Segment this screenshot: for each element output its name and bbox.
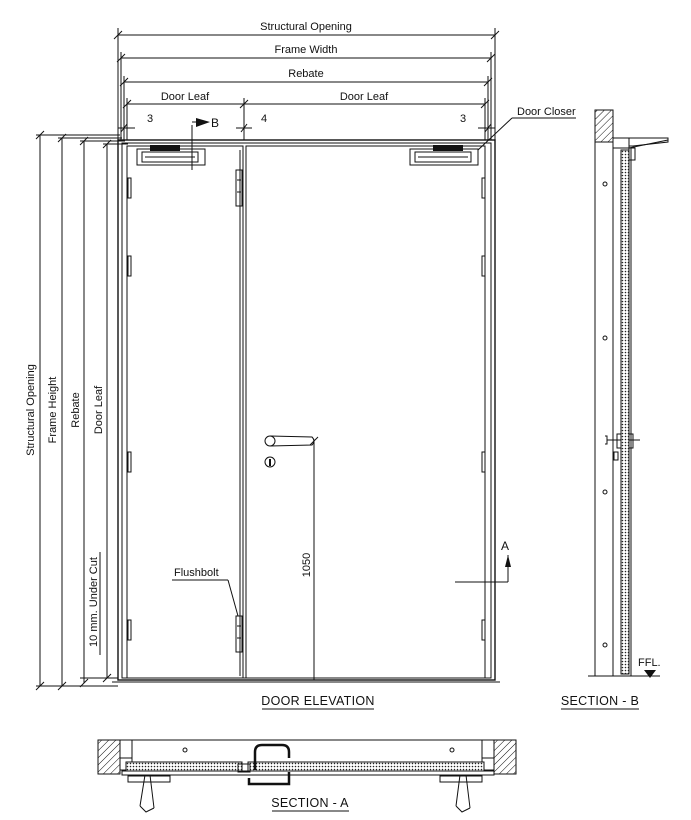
flushbolt-bottom: [236, 616, 242, 652]
door-closer-right: [410, 145, 478, 165]
section-b-title-text: SECTION - B: [560, 694, 640, 708]
section-b-title: [561, 694, 639, 709]
dim-structural-opening: [114, 21, 499, 140]
section-a-marker-label: A: [501, 539, 510, 553]
section-a-title-text: SECTION - A: [271, 796, 349, 810]
section-b: [588, 110, 668, 678]
gap-left-label: 3: [146, 113, 154, 125]
door-frame: [112, 140, 500, 682]
gap-right-label: 3: [459, 113, 467, 125]
door-leaf-left-label: Door Leaf: [160, 91, 210, 103]
structural-opening-v-label: Structural Opening: [25, 364, 37, 456]
door-leaf-left: [127, 146, 243, 678]
gap-center-label: 4: [260, 113, 268, 125]
door-leaf-right-label: Door Leaf: [339, 91, 389, 103]
dim-door-leaves: [123, 91, 489, 140]
door-handle: [265, 436, 314, 467]
dim-gaps: [118, 113, 495, 132]
door-elevation-title: [261, 694, 374, 709]
structural-opening-label: Structural Opening: [260, 21, 352, 33]
ffl-label: FFL.: [638, 657, 661, 669]
section-b-marker-label: B: [211, 116, 220, 130]
door-elevation-title-text: DOOR ELEVATION: [261, 694, 375, 708]
under-cut-v-label: 10 mm. Under Cut: [88, 557, 100, 647]
frame-height-v-label: Frame Height: [47, 376, 59, 444]
dim-handle-height: [301, 437, 318, 680]
dim-vertical-left: [25, 131, 128, 690]
rebate-label: Rebate: [288, 68, 324, 80]
handle-height-label: 1050: [301, 552, 313, 578]
door-closer-left: [137, 145, 205, 165]
flushbolt-callout: [172, 567, 238, 616]
door-closer-label: Door Closer: [517, 106, 576, 118]
hinges-left: [128, 178, 131, 640]
door-leaf-right: [246, 146, 485, 678]
flushbolt-top: [236, 170, 242, 206]
door-leaf-v-label: Door Leaf: [93, 385, 105, 435]
section-a-title: [271, 796, 349, 811]
flushbolt-label: Flushbolt: [174, 567, 219, 579]
frame-width-label: Frame Width: [274, 44, 338, 56]
section-a-marker: [455, 539, 511, 582]
rebate-v-label: Rebate: [70, 392, 82, 428]
